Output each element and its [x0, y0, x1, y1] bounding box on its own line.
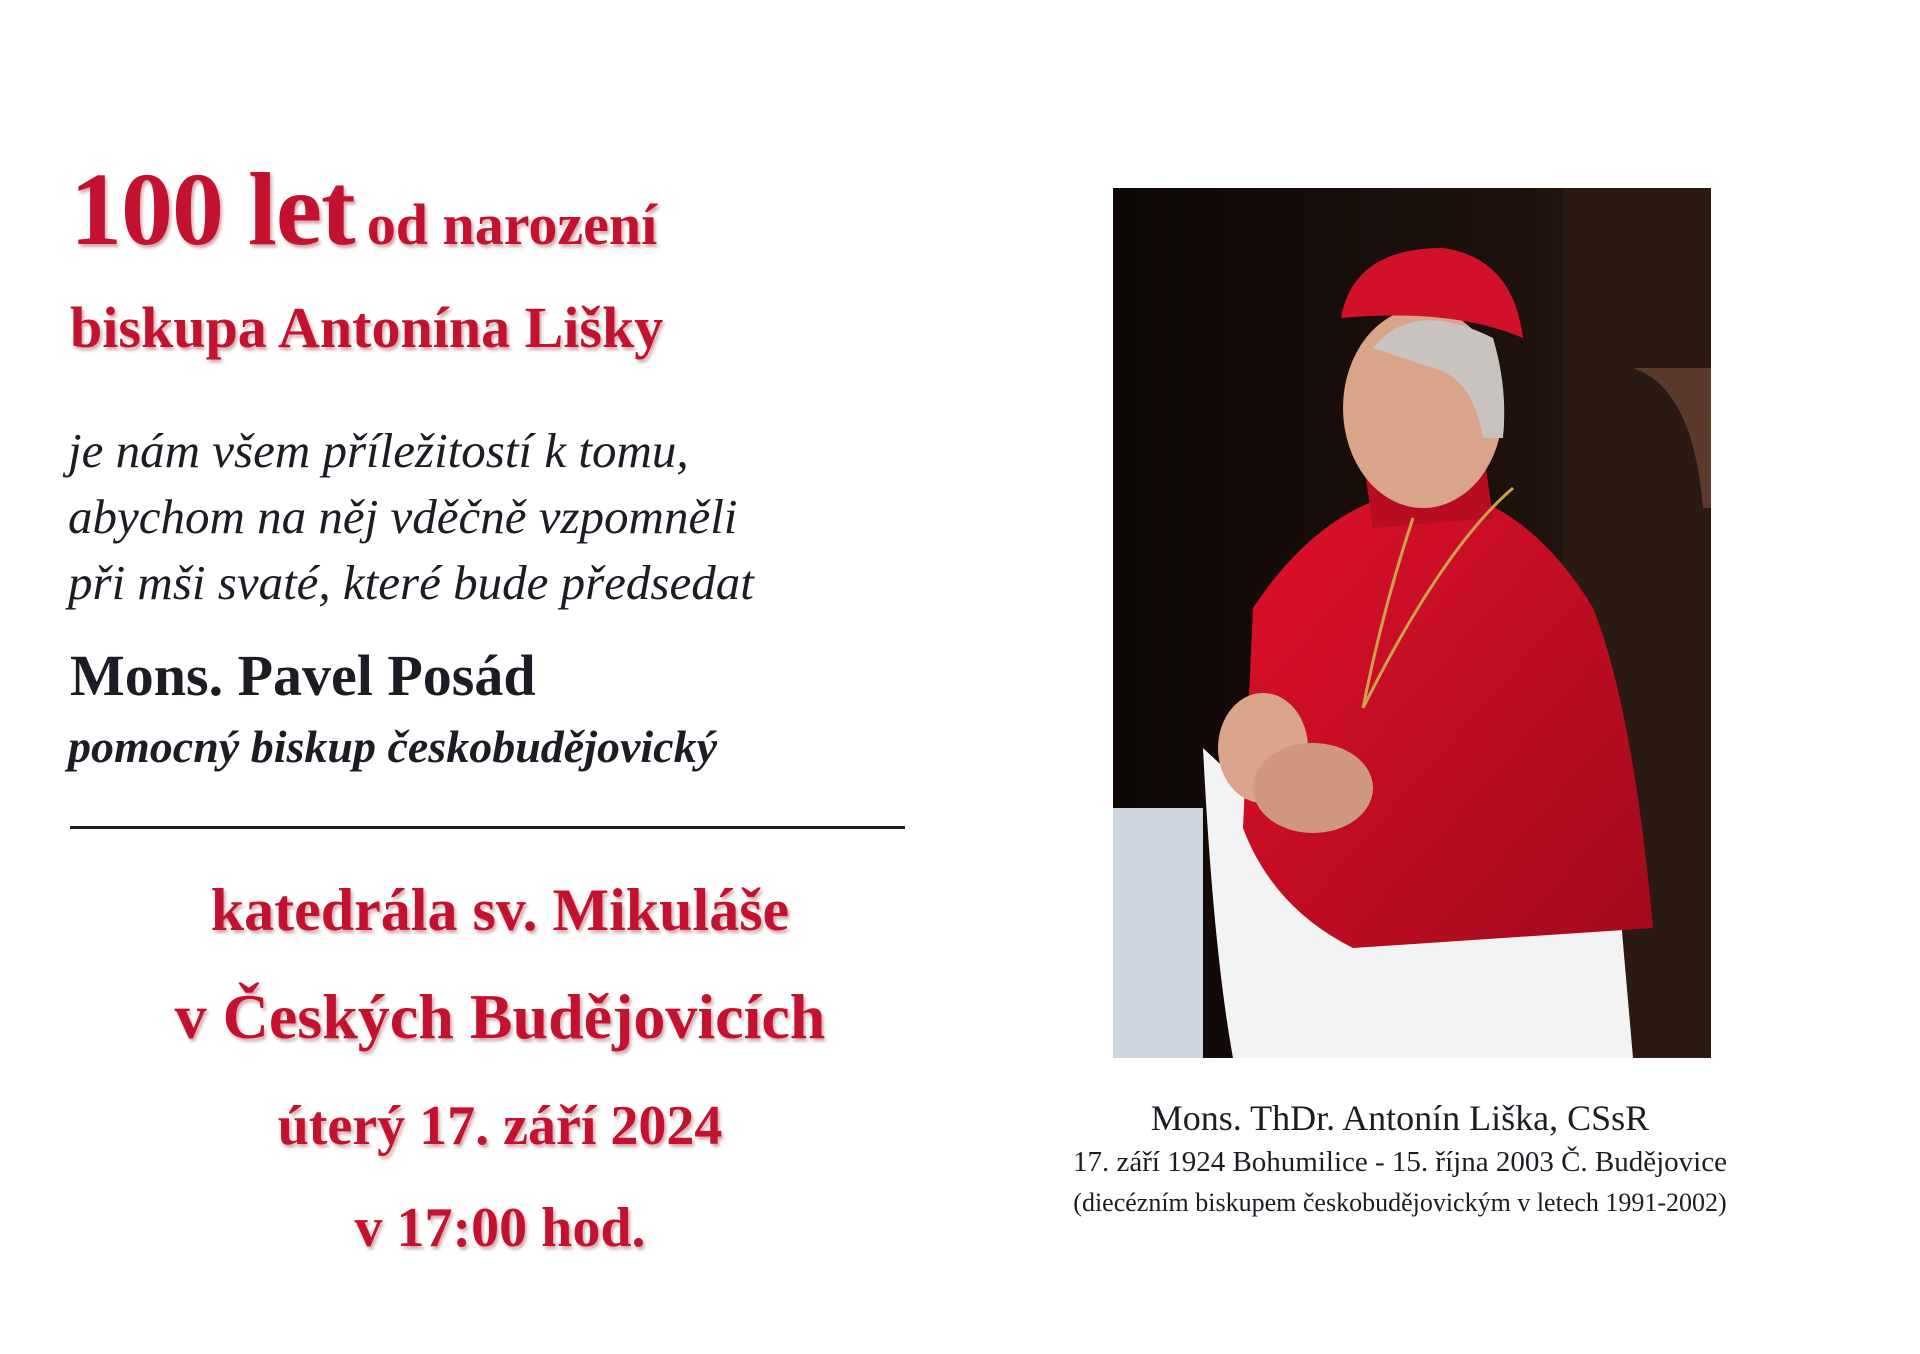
celebrant-name: Mons. Pavel Posád — [70, 643, 536, 708]
event-date: úterý 17. září 2024 — [277, 1095, 723, 1157]
celebrant-title: pomocný biskup českobudějovický — [68, 721, 718, 772]
event-time: v 17:00 hod. — [354, 1197, 646, 1259]
title-subject: biskupa Antonína Lišky — [70, 295, 664, 360]
divider — [70, 826, 905, 829]
title-years: 100 let — [70, 152, 355, 267]
venue-cathedral: katedrála sv. Mikuláše — [210, 877, 790, 943]
page-title — [70, 150, 657, 269]
intro-text — [68, 418, 754, 616]
portrait-illustration — [1113, 188, 1711, 1058]
bishop-portrait-photo — [1113, 188, 1711, 1058]
intro-line: je nám všem příležitostí k tomu, — [68, 423, 689, 478]
venue-city: v Českých Budějovicích — [174, 981, 826, 1052]
intro-line: abychom na něj vděčně vzpomněli — [68, 489, 738, 544]
intro-line: při mši svaté, které bude předsedat — [68, 555, 754, 610]
photo-caption-dates: 17. září 1924 Bohumilice - 15. října 2003 Č. Budějovice — [1073, 1146, 1727, 1178]
title-occasion: od narození — [366, 192, 658, 257]
photo-caption-name: Mons. ThDr. Antonín Liška, CSsR — [1150, 1098, 1650, 1138]
photo-caption-note: (diecézním biskupem českobudějovickým v letech 1991-2002) — [1073, 1188, 1727, 1217]
